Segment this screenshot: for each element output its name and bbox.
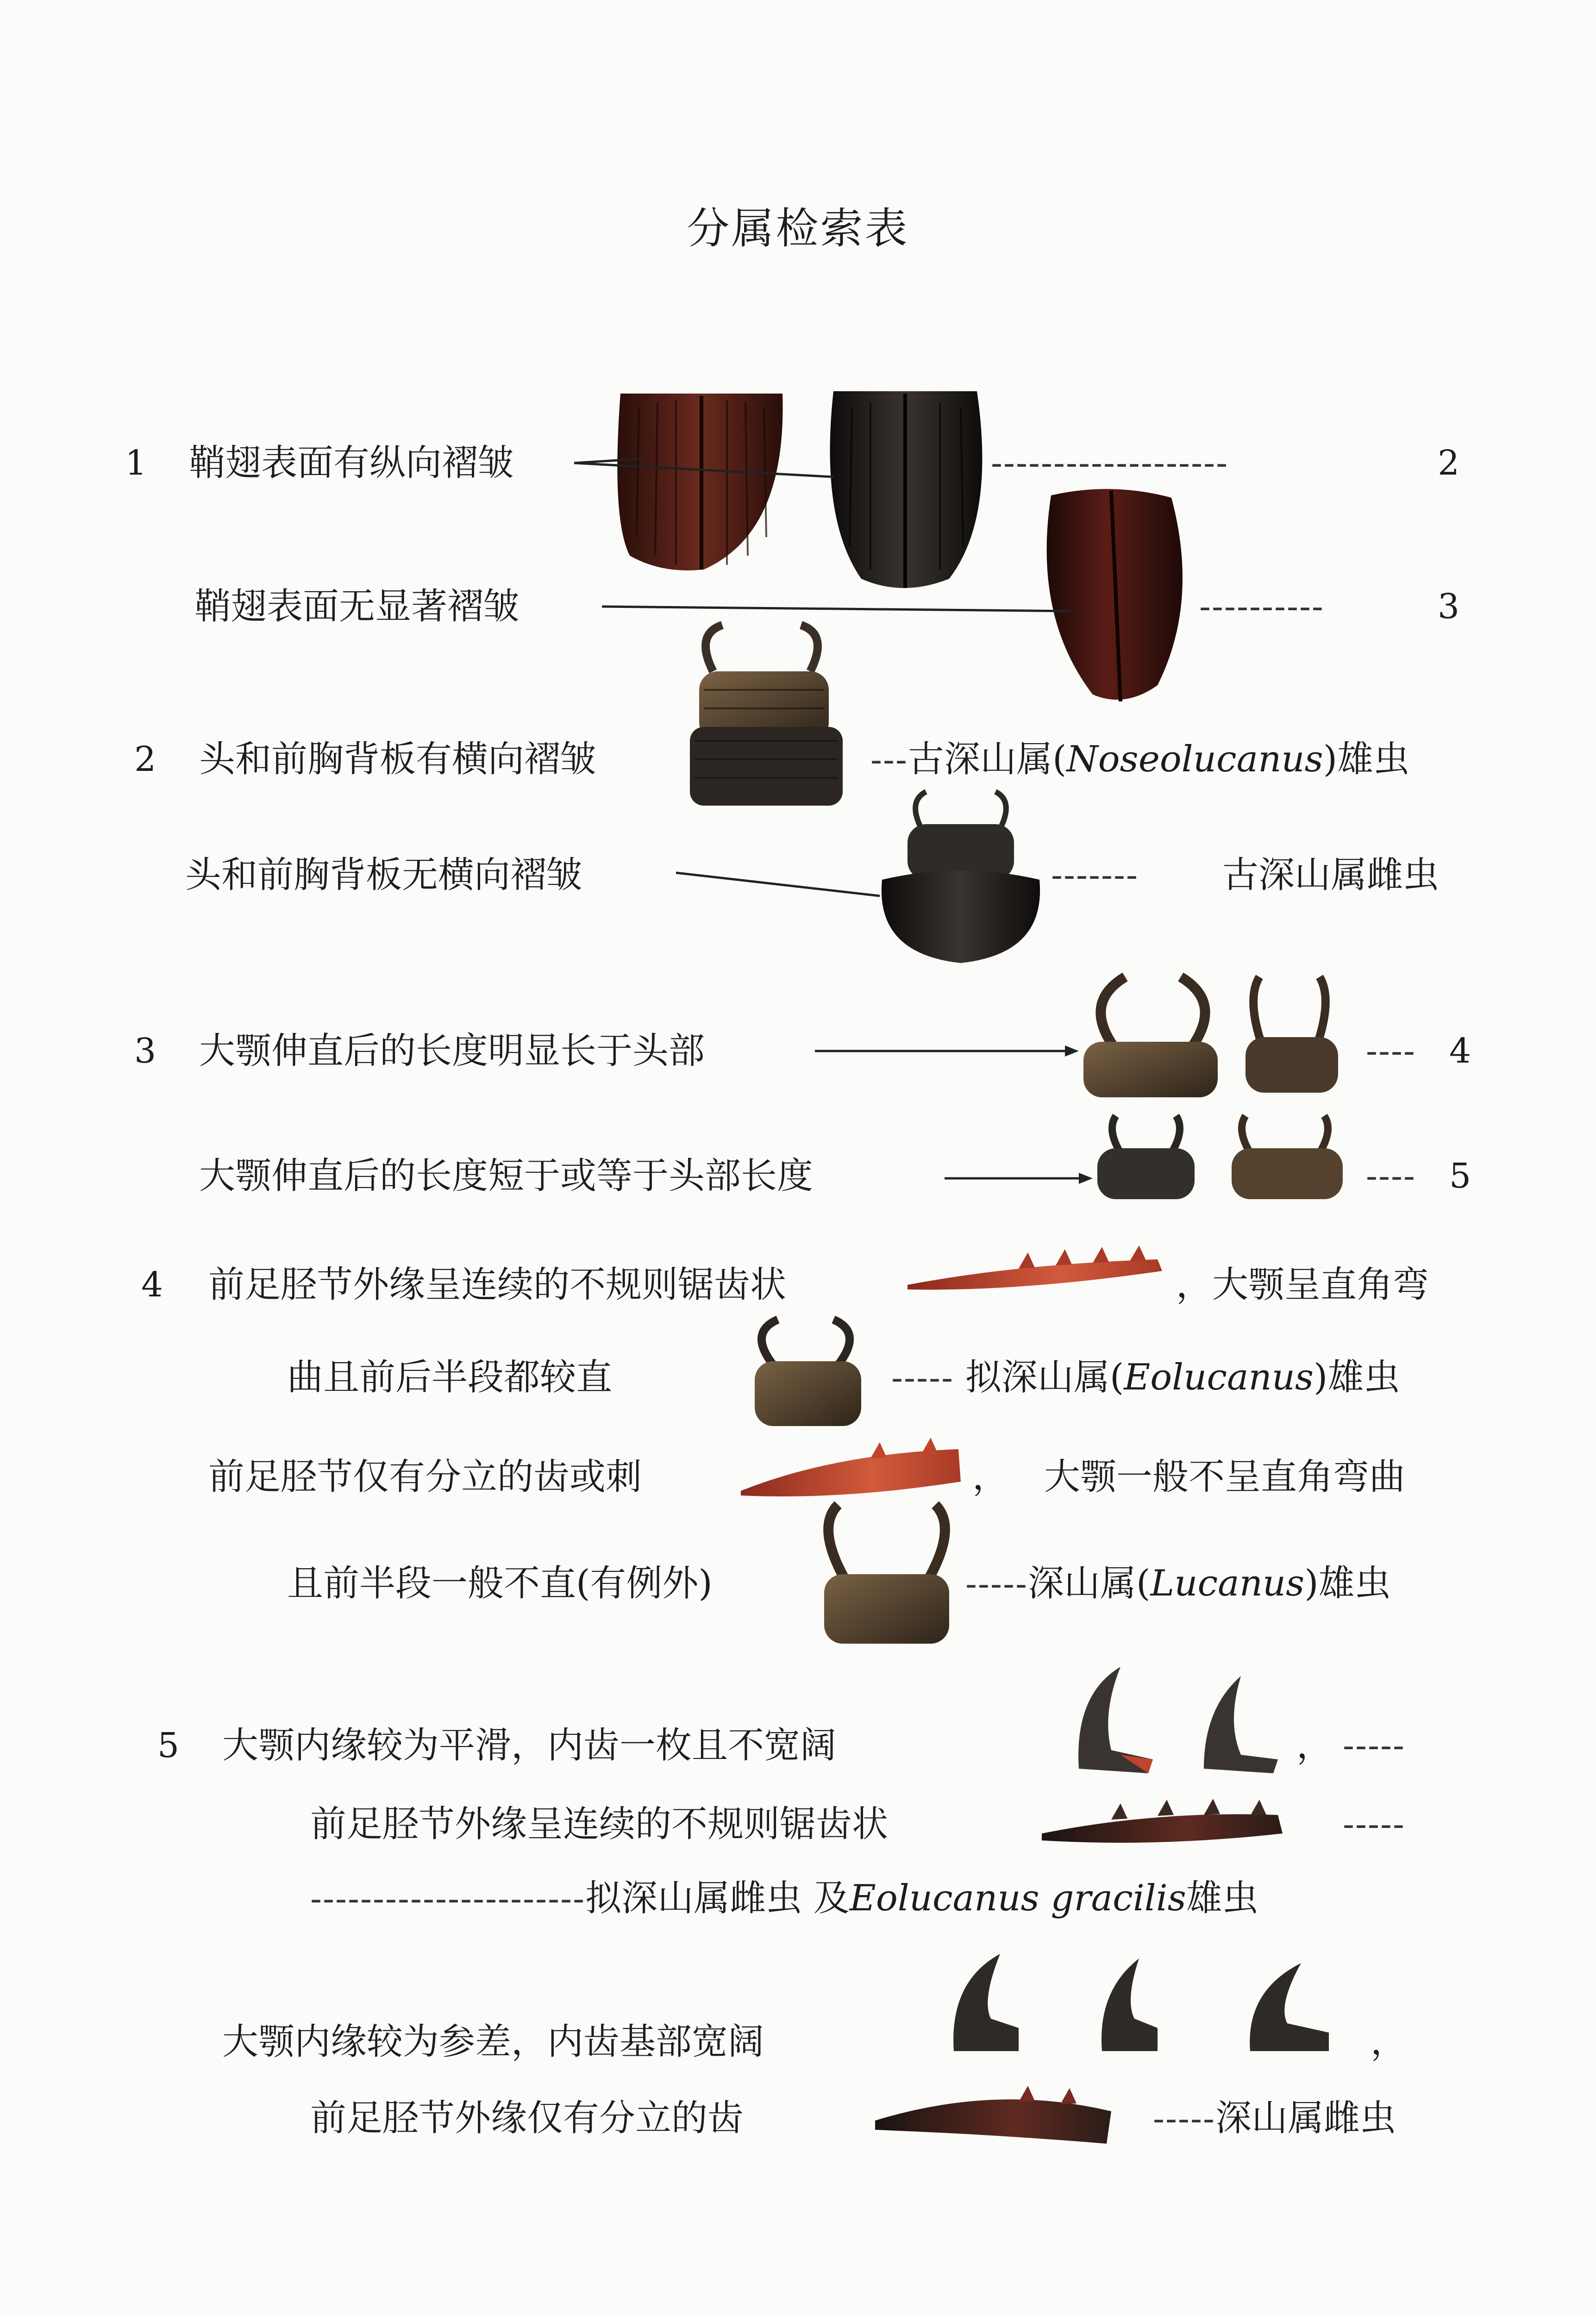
- couplet-5a-line2: 前足胫节外缘呈连续的不规则锯齿状: [310, 1803, 889, 1845]
- couplet-5b-leader: -----: [1153, 2099, 1216, 2139]
- couplet-3-number: 3: [134, 1031, 156, 1071]
- couplet-4a-line1: 前足胫节外缘呈连续的不规则锯齿状: [208, 1264, 787, 1306]
- couplet-2b-text: 头和前胸背板无横向褶皱: [185, 854, 583, 896]
- couplet-2a-genus: Noseolucanus: [1066, 738, 1323, 780]
- couplet-5a-leader-2: -----: [1343, 1804, 1406, 1844]
- toothed-tibia-red-image: [741, 1438, 961, 1496]
- couplet-4b-genus: Lucanus: [1150, 1563, 1305, 1604]
- couplet-1b-text: 鞘翅表面无显著褶皱: [194, 586, 520, 627]
- couplet-5a-result-post: 雄虫: [1186, 1877, 1258, 1919]
- couplet-2a-result-pre: 古深山属(: [908, 738, 1067, 780]
- couplet-5a-line1: 大颚内缘较为平滑，内齿一枚且不宽阔: [222, 1725, 837, 1766]
- couplet-5b-comma: ，: [1371, 2021, 1407, 2063]
- smooth-mandible-1-image: [1078, 1667, 1153, 1773]
- couplet-4-number: 4: [141, 1265, 163, 1305]
- couplet-3a-goto: 4: [1449, 1031, 1471, 1071]
- couplet-4a-result-post: )雄虫: [1314, 1357, 1400, 1398]
- couplet-2-pointer-lines: [676, 873, 880, 896]
- couplet-3a-leader: ----: [1366, 1031, 1416, 1071]
- couplet-3a-text: 大颚伸直后的长度明显长于头部: [199, 1030, 705, 1072]
- couplet-3-pointer-lines: [815, 1045, 1093, 1184]
- couplet-4b-leader: -----: [965, 1564, 1028, 1604]
- elytra-wrinkled-black-image: [830, 391, 983, 588]
- smooth-mandible-2-image: [1204, 1676, 1278, 1773]
- couplet-4b-line1-tail: 大颚一般不呈直角弯曲: [1044, 1456, 1406, 1498]
- long-mandible-head-1-image: [1083, 977, 1218, 1097]
- short-mandible-head-2-image: [1232, 1116, 1343, 1199]
- lucanus-male-head-image: [824, 1505, 949, 1644]
- couplet-1-number: 1: [125, 443, 147, 483]
- page-title: 分属检索表: [687, 204, 909, 253]
- couplet-3b-goto: 5: [1449, 1156, 1471, 1196]
- couplet-1b-leader: ----------: [1199, 587, 1325, 626]
- couplet-5-number: 5: [157, 1726, 180, 1765]
- noseolucanus-male-head-image: [690, 625, 843, 806]
- serrate-tibia-dark-image: [1042, 1799, 1283, 1843]
- couplet-2a-text: 头和前胸背板有横向褶皱: [199, 738, 597, 780]
- noseolucanus-female-head-image: [882, 792, 1040, 963]
- couplet-1a-text: 鞘翅表面有纵向褶皱: [189, 442, 514, 484]
- long-mandible-head-2-image: [1246, 977, 1338, 1093]
- couplet-2b-result: 古深山属雌虫: [1222, 854, 1440, 896]
- couplet-5a-result-pre: 拟深山属雌虫 及: [585, 1877, 850, 1919]
- couplet-4b-result-pre: 深山属(: [1028, 1563, 1151, 1604]
- couplet-4a-line2: 曲且前后半段都较直: [287, 1357, 613, 1398]
- couplet-3b-leader: ----: [1366, 1156, 1416, 1196]
- toothed-tibia-dark-image: [875, 2086, 1111, 2144]
- couplet-1a-leader: -------------------: [991, 443, 1229, 483]
- couplet-4a-genus: Eolucanus: [1124, 1357, 1314, 1398]
- elytra-wrinkled-brown-image: [617, 394, 782, 570]
- couplet-5a-comma: ，: [1296, 1725, 1333, 1766]
- couplet-2a-leader: ---: [870, 740, 908, 780]
- short-mandible-head-1-image: [1097, 1116, 1195, 1199]
- couplet-4a-line1-tail: ，大颚呈直角弯: [1176, 1264, 1429, 1306]
- couplet-2-number: 2: [134, 739, 156, 779]
- couplet-4b-line1: 前足胫节仅有分立的齿或刺: [208, 1456, 642, 1498]
- elytra-smooth-image: [1047, 489, 1183, 701]
- couplet-2b-leader: -------: [1051, 855, 1139, 895]
- couplet-4b-line2: 且前半段一般不直(有例外): [287, 1563, 713, 1604]
- jagged-mandible-1-image: [953, 1954, 1019, 2051]
- jagged-mandible-2-image: [1102, 1958, 1158, 2051]
- couplet-5b-result-text: 深山属雌虫: [1215, 2097, 1396, 2139]
- couplet-3b-text: 大颚伸直后的长度短于或等于头部长度: [199, 1155, 814, 1197]
- couplet-4b-result-post: )雄虫: [1304, 1563, 1391, 1604]
- couplet-1a-goto: 2: [1438, 443, 1460, 483]
- couplet-5b-line2: 前足胫节外缘仅有分立的齿: [310, 2097, 744, 2139]
- couplet-5b-line1: 大颚内缘较为参差，内齿基部宽阔: [222, 2021, 764, 2063]
- couplet-5a-species: Eolucanus gracilis: [849, 1877, 1186, 1919]
- jagged-mandible-3-image: [1250, 1963, 1329, 2051]
- eolucanus-male-head-image: [755, 1320, 861, 1426]
- couplet-1b-goto: 3: [1438, 587, 1460, 626]
- couplet-4a-leader: -----: [891, 1358, 954, 1398]
- couplet-4b-comma: ，: [972, 1456, 1009, 1498]
- couplet-2a-result-post: )雄虫: [1323, 738, 1410, 780]
- couplet-5a-leader-3: ----------------------: [310, 1879, 586, 1919]
- couplet-4a-result-pre: 拟深山属(: [965, 1357, 1124, 1398]
- couplet-5a-leader-1: -----: [1343, 1726, 1406, 1765]
- serrate-tibia-red-image: [908, 1245, 1162, 1290]
